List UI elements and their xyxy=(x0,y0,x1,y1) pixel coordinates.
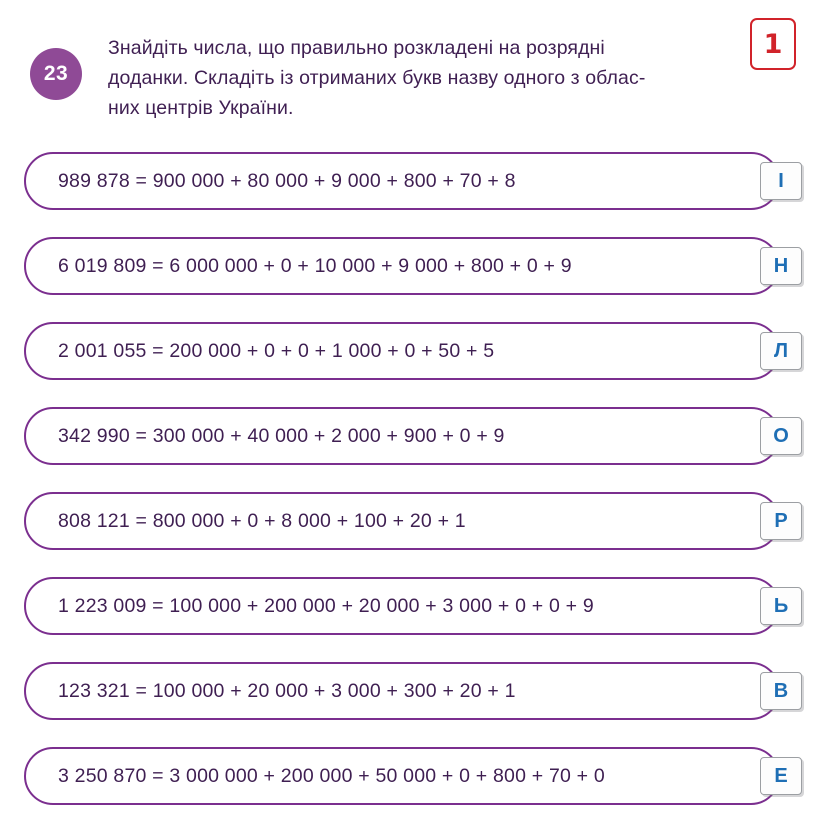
expression-pill[interactable] xyxy=(24,577,780,635)
page-number-label: 1 xyxy=(763,28,783,60)
expression-pill[interactable] xyxy=(24,662,780,720)
task-header xyxy=(0,0,828,130)
answer-letter-box[interactable] xyxy=(760,162,802,200)
expression-pill[interactable] xyxy=(24,152,780,210)
answer-letter-box[interactable] xyxy=(760,247,802,285)
expression-pill[interactable] xyxy=(24,747,780,805)
answer-letter-box[interactable] xyxy=(760,757,802,795)
task-instruction xyxy=(108,33,748,123)
expression-text: 3 250 870 = 3 000 000 + 200 000 + 50 000 + 0 + 800 + 70 + 0 xyxy=(58,764,605,787)
expression-pill[interactable] xyxy=(24,322,780,380)
task-number-badge xyxy=(30,48,82,100)
answer-letter: Н xyxy=(773,255,789,277)
exercise-row-7 xyxy=(0,662,828,722)
answer-letter-box[interactable] xyxy=(760,502,802,540)
exercise-row-6 xyxy=(0,577,828,637)
expression-pill[interactable] xyxy=(24,492,780,550)
expression-text: 2 001 055 = 200 000 + 0 + 0 + 1 000 + 0 + 50 + 5 xyxy=(58,339,495,362)
answer-letter-box[interactable] xyxy=(760,587,802,625)
exercise-rows xyxy=(0,152,828,832)
answer-letter: Р xyxy=(774,510,788,532)
task-number-label: 23 xyxy=(43,62,69,85)
exercise-row-5 xyxy=(0,492,828,552)
answer-letter-box[interactable] xyxy=(760,332,802,370)
answer-letter: В xyxy=(773,680,789,702)
answer-letter: О xyxy=(773,425,789,447)
answer-letter: Е xyxy=(774,765,788,787)
exercise-row-3 xyxy=(0,322,828,382)
instruction-line-2: доданки. Складіть із отриманих букв назву одного з облас- xyxy=(108,67,646,89)
answer-letter-box[interactable] xyxy=(760,417,802,455)
answer-letter: Ь xyxy=(773,595,789,617)
expression-text: 123 321 = 100 000 + 20 000 + 3 000 + 300 + 20 + 1 xyxy=(58,679,516,702)
page-number-marker xyxy=(750,18,796,70)
expression-text: 6 019 809 = 6 000 000 + 0 + 10 000 + 9 000 + 800 + 0 + 9 xyxy=(58,254,572,277)
instruction-line-3: них центрів України. xyxy=(108,97,294,119)
expression-text: 342 990 = 300 000 + 40 000 + 2 000 + 900 + 0 + 9 xyxy=(58,424,505,447)
instruction-line-1: Знайдіть числа, що правильно розкладені на розрядні xyxy=(108,37,605,59)
exercise-row-2 xyxy=(0,237,828,297)
answer-letter: Л xyxy=(773,340,789,362)
expression-pill[interactable] xyxy=(24,237,780,295)
expression-text: 1 223 009 = 100 000 + 200 000 + 20 000 + 3 000 + 0 + 0 + 9 xyxy=(58,594,594,617)
exercise-row-4 xyxy=(0,407,828,467)
expression-text: 808 121 = 800 000 + 0 + 8 000 + 100 + 20 + 1 xyxy=(58,509,466,532)
expression-pill[interactable] xyxy=(24,407,780,465)
exercise-row-1 xyxy=(0,152,828,212)
exercise-row-8 xyxy=(0,747,828,807)
answer-letter: І xyxy=(778,170,784,192)
answer-letter-box[interactable] xyxy=(760,672,802,710)
expression-text: 989 878 = 900 000 + 80 000 + 9 000 + 800 + 70 + 8 xyxy=(58,169,516,192)
